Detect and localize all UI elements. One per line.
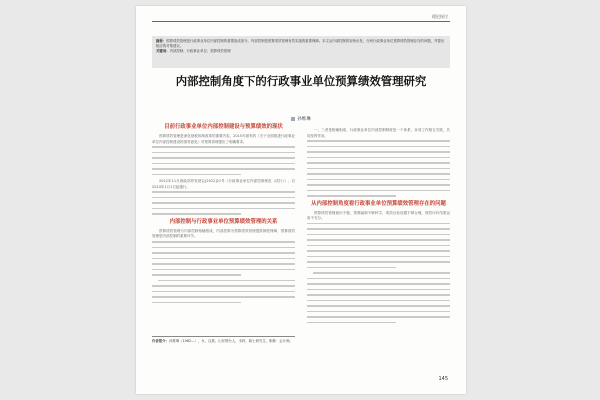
body-paragraph: 预算绩效管理是深化财税体制改革的重要内容，2015年颁布的《关于全面推进行政事业单位内部控制建设的指导意见》对预算管理提出了明确要求。 (152, 134, 295, 144)
text-block (307, 272, 450, 323)
author-info-label: 作者简介： (152, 339, 169, 343)
body-paragraph: 一、三者是相辅相成，行政事业单位内部控制制度是一个体系，各项工作相互关联，共同发挥作用。 (307, 128, 450, 138)
right-column (307, 128, 450, 327)
abstract-text: 预算绩效管理是行政事业单位内部控制的重要组成部分，内部控制是预算绩效管理有效实施的重要保障。本文从内部控制的视角出发，分析行政事业单位预算绩效管理存在的问题，并提出相应的对策建议。 (156, 39, 445, 49)
section-tag: 理论探讨 (432, 14, 448, 19)
abstract-box (152, 36, 450, 68)
text-block (152, 146, 295, 175)
text-block (152, 241, 295, 276)
section-heading-1: 目前行政事业单位内部控制建设与预算绩效的现状 (164, 124, 283, 130)
body-paragraph: 预算绩效管理与内部控制相辅相成，内部控制为预算绩效管理提供制度保障，预算绩效管理是内部控制的重要环节。 (152, 228, 295, 239)
page-number: 145 (438, 376, 448, 382)
abstract-label: 摘要： (156, 39, 167, 43)
text-block (307, 223, 450, 269)
text-block (307, 140, 450, 197)
text-block (152, 191, 295, 215)
section-heading-3: 从内部控制角度看行政事业单位预算绩效管理存在的问题 (311, 200, 446, 207)
section-heading-2: 内部控制与行政事业单位预算绩效管理的关系 (169, 218, 278, 225)
left-column (152, 124, 295, 307)
keywords-text: 内部控制；行政事业单位；预算绩效管理 (169, 49, 231, 54)
author-info-box (152, 336, 295, 356)
journal-page (136, 6, 466, 394)
text-block (152, 280, 295, 304)
body-paragraph: 2012年11月财政部印发财会[2012]21号《行政事业单位内部控制规范（试行）》，自2014年1月1日起施行。 (152, 179, 295, 189)
header-rule (152, 21, 450, 22)
body-paragraph: 预算绩效管理意识不强，预算编制不够科学，绩效目标设置不够合理，绩效评价结果运用不充分。 (307, 210, 450, 221)
author-info-text: 孙维琳（1982—），女，汉族，山东烟台人，本科，硕士研究生，职称：会计师。 (168, 339, 293, 343)
author-mark-icon (291, 117, 295, 121)
author-line (136, 116, 466, 122)
author-name: 孙维琳 (297, 117, 311, 122)
keywords-label: 关键词： (156, 49, 170, 54)
article-title: 内部控制角度下的行政事业单位预算绩效管理研究 (175, 74, 427, 88)
